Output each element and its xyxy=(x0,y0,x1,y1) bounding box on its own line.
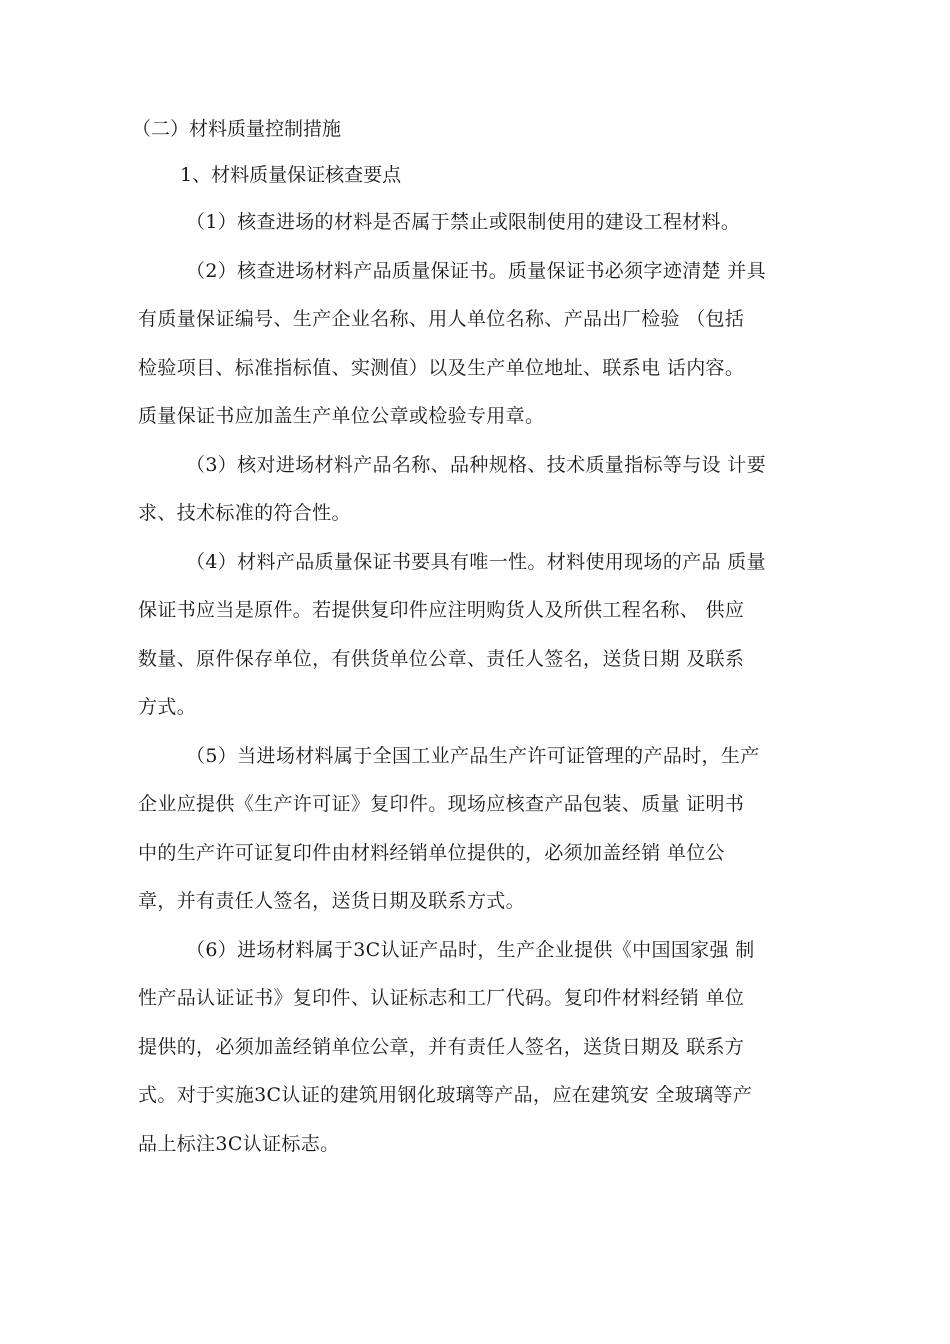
paragraph-item-2 xyxy=(138,247,828,441)
document-page xyxy=(132,116,828,1168)
paragraph-line: 方式。 xyxy=(138,696,197,718)
paragraph-line: （5）当进场材料属于全国工业产品生产许可证管理的产品时，生产 xyxy=(186,744,760,767)
paragraph-line: 保证书应当是原件。若提供复印件应注明购货人及所供工程名称、 供应 xyxy=(138,599,745,621)
paragraph-line: （2）核查进场材料产品质量保证书。质量保证书必须字迹清楚 并具 xyxy=(186,259,766,282)
section-heading: （二）材料质量控制措施 xyxy=(132,118,342,140)
paragraph-line: 品上标注3C认证标志。 xyxy=(138,1132,340,1155)
paragraph-line: 质量保证书应加盖生产单位公章或检验专用章。 xyxy=(138,405,545,427)
paragraph-item-3 xyxy=(138,441,828,538)
paragraph-item-1 xyxy=(138,198,828,247)
paragraph-item-4 xyxy=(138,538,828,732)
paragraph-item-6 xyxy=(138,926,828,1169)
paragraph-line: 提供的，必须加盖经销单位公章，并有责任人签名，送货日期及 联系方 xyxy=(138,1035,745,1058)
paragraph-line: 有质量保证编号、生产企业名称、用人单位名称、产品出厂检验 （包括 xyxy=(138,308,745,330)
paragraph-item-5 xyxy=(138,732,828,926)
paragraph-line: 性产品认证证书》复印件、认证标志和工厂代码。复印件材料经销 单位 xyxy=(138,987,745,1009)
paragraph-line: 章，并有责任人签名，送货日期及联系方式。 xyxy=(138,890,526,912)
paragraph-line: （1）核查进场的材料是否属于禁止或限制使用的建设工程材料。 xyxy=(186,211,741,233)
paragraph-line: 中的生产许可证复印件由材料经销单位提供的，必须加盖经销 单位公 xyxy=(138,841,725,864)
paragraph-line: 企业应提供《生产许可证》复印件。现场应核查产品包装、质量 证明书 xyxy=(138,793,745,815)
subheading: 1、材料质量保证核查要点 xyxy=(180,164,402,186)
paragraph-line: （3）核对进场材料产品名称、品种规格、技术质量指标等与设 计要 xyxy=(186,453,766,476)
paragraph-line: 求、技术标准的符合性。 xyxy=(138,502,351,524)
paragraph-line: （6）进场材料属于3C认证产品时，生产企业提供《中国国家强 制 xyxy=(186,938,755,961)
paragraph-line: 数量、原件保存单位，有供货单位公章、责任人签名，送货日期 及联系 xyxy=(138,647,745,670)
paragraph-line: （4）材料产品质量保证书要具有唯一性。材料使用现场的产品 质量 xyxy=(186,550,766,573)
paragraph-line: 式。对于实施3C认证的建筑用钢化玻璃等产品，应在建筑安 全玻璃等产 xyxy=(138,1084,753,1106)
paragraph-line: 检验项目、标准指标值、实测值）以及生产单位地址、联系电 话内容。 xyxy=(138,356,745,379)
